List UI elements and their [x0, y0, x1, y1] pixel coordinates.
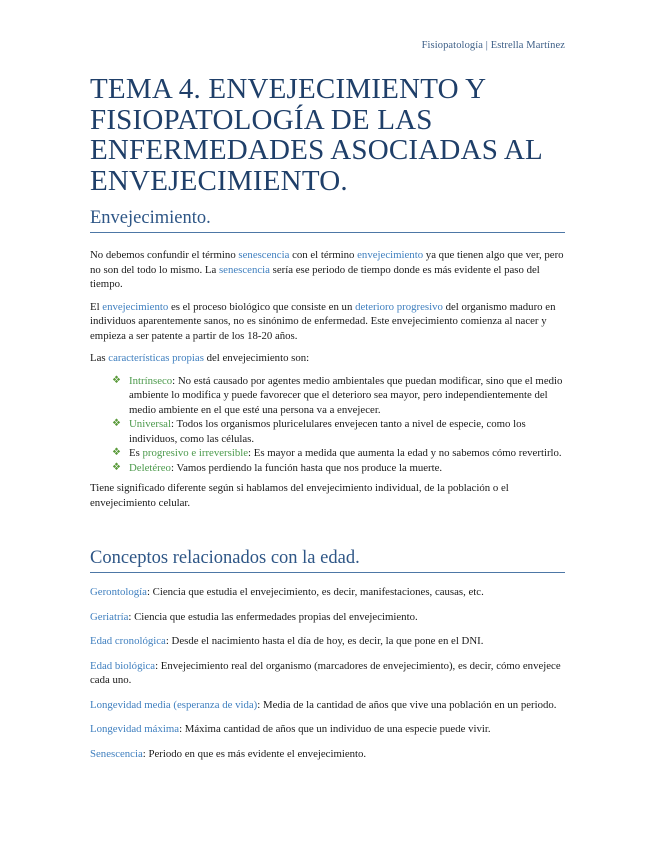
definition [90, 659, 568, 688]
highlighted-term: deterioro progresivo [355, 300, 443, 313]
bullet-term: Deletéreo [129, 461, 171, 474]
definition [90, 698, 568, 713]
list-item [112, 374, 568, 418]
list-item [112, 417, 568, 446]
list-item [112, 446, 568, 461]
text: con el término [289, 249, 358, 261]
diamond-bullet-icon: ❖ [112, 374, 121, 386]
definition-text: : Media de la cantidad de años que vive una población en un periodo. [257, 698, 557, 711]
definition [90, 747, 568, 762]
text: del envejecimiento son: [203, 352, 310, 364]
text: ya que tienen algo que ver, pero no son del todo lo mismo. La [90, 249, 564, 276]
text: No debemos confundir el término [90, 249, 239, 261]
bullet-text: : Es mayor a medida que aumenta la edad y no sabemos cómo revertirlo. [248, 447, 562, 459]
diamond-bullet-icon: ❖ [112, 418, 121, 429]
diamond-bullet-icon: ❖ [112, 447, 121, 458]
text: Las [90, 352, 109, 364]
highlighted-term: senescencia [238, 249, 290, 261]
diamond-bullet-icon: ❖ [112, 461, 121, 473]
section-heading-envejecimiento: Envejecimiento. [90, 208, 565, 233]
text: sería ese periodo de tiempo donde es más evidente el paso del tiempo. [90, 263, 540, 290]
definition-term: Edad biológica [90, 659, 156, 672]
definition-term: Edad cronológica [90, 635, 166, 647]
page-title: TEMA 4. ENVEJECIMIENTO Y FISIOPATOLOGÍA DE LAS ENFERMEDADES ASOCIADAS AL ENVEJECIMIENTO. [90, 73, 542, 197]
paragraph [90, 351, 568, 366]
definition [90, 610, 568, 625]
paragraph [90, 300, 568, 344]
section-conceptos [90, 585, 568, 771]
section-heading-conceptos: Conceptos relacionados con la edad. [90, 548, 565, 573]
bullet-term: progresivo e irreversible [142, 447, 249, 459]
definition-text: : Máxima cantidad de años que un individuo de una especie puede vivir. [179, 723, 491, 735]
definition-term: Longevidad máxima [90, 723, 180, 735]
highlighted-term: envejecimiento [102, 300, 169, 313]
definition-text: : Desde el nacimiento hasta el día de hoy, es decir, la que pone en el DNI. [165, 635, 484, 647]
definition-text: : Ciencia que estudia el envejecimiento, es decir, manifestaciones, causas, etc. [146, 586, 484, 598]
highlighted-term: senescencia [218, 263, 270, 276]
definition-term: Longevidad media (esperanza de vida) [90, 698, 258, 711]
bullet-text: : Vamos perdiendo la función hasta que nos produce la muerte. [170, 461, 443, 474]
bullet-term: Es [129, 447, 143, 459]
paragraph [90, 248, 568, 292]
definition-term: Senescencia [90, 747, 143, 760]
definition-text: : Periodo en que es más evidente el envejecimiento. [142, 747, 367, 760]
definition [90, 634, 568, 649]
page-header: Fisiopatología | Estrella Martínez [421, 40, 565, 51]
definition-text: : Ciencia que estudia las enfermedades propias del envejecimiento. [128, 610, 418, 623]
text: es el proceso biológico que consiste en un [168, 300, 356, 313]
bullet-term: Universal [129, 418, 171, 430]
highlighted-term: envejecimiento [357, 249, 424, 261]
definition-term: Gerontología [90, 586, 147, 598]
paragraph: Tiene significado diferente según si hablamos del envejecimiento individual, de la población o el envejecimiento celular. [90, 482, 509, 509]
text: del organismo maduro en individuos aparentemente sanos, no es sinónimo de enfermedad. Este envejecimiento comienza al nacer y empieza a ser patente a partir de los 18-20 años. [90, 300, 556, 342]
characteristics-list [90, 374, 568, 476]
definition [90, 722, 568, 737]
bullet-term: Intrínseco [129, 374, 173, 387]
text: El [90, 300, 103, 313]
definition-text: : Envejecimiento real del organismo (marcadores de envejecimiento), es decir, cómo envejece cada uno. [90, 659, 561, 686]
definition [90, 585, 568, 600]
bullet-text: : No está causado por agentes medio ambientales que puedan modificar, sino que el medio ambiente lo modifica y puede favorecer que el deterioro sea mayor, pero independientemente del medio ambiente en el que esté una persona va a envejecer. [129, 374, 563, 416]
bullet-text: : Todos los organismos pluricelulares envejecen tanto a nivel de especie, como los individuos, como las células. [129, 418, 526, 445]
definition-term: Geriatría [90, 610, 129, 623]
highlighted-term: características propias [108, 352, 204, 364]
list-item [112, 461, 568, 476]
section-envejecimiento [90, 248, 568, 518]
